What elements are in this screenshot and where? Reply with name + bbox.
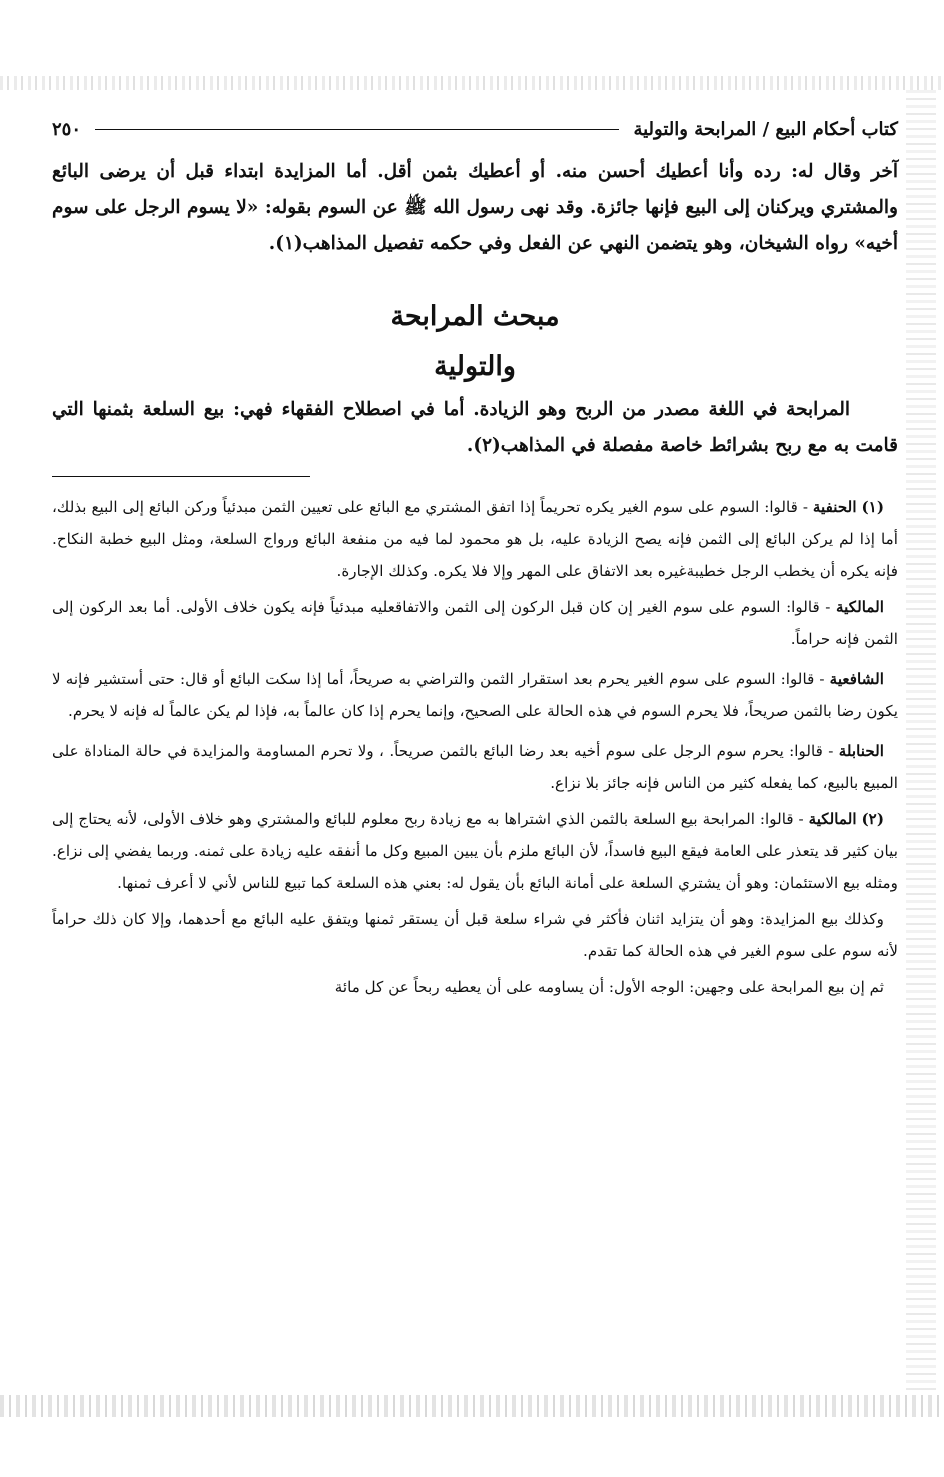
section-subheading: والتولية [434,351,516,382]
footnote-muzayada [52,903,898,967]
footnote-murabaha [52,803,898,899]
madhhab-label: الشافعية [829,670,885,688]
definition-paragraph: المرابحة في اللغة مصدر من الربح وهو الزيادة. أما في اصطلاح الفقهاء فهي: بيع السلعة بثمنها التي قامت به مع ربح بشرائط خاصة مفصلة في المذاهب(٢). [52,399,898,456]
scan-border-top [0,76,944,90]
footnote-ref: (٢) [473,435,501,456]
footnote-maliki [52,591,898,655]
madhhab-label: المالكية [808,810,857,828]
main-text [52,154,898,464]
book-page [52,112,898,1007]
footnote-hanbali [52,735,898,799]
intro-text: آخر وقال له: رده وأنا أعطيك أحسن منه. أو أعطيك بثمن أقل. أما المزايدة ابتداء قبل أن يرضى البائع والمشتري ويركنان إلى البيع فإنها جائزة. وقد نهى رسول الله ﷺ عن السوم بقوله: «لا يسوم الرجل على سوم أخيه» رواه الشيخان، وهو يتضمن النهي عن الفعل وفي حكمه تفصيل المذاهب [52,161,898,254]
scan-border-right [906,90,936,1395]
footnote-ref: (١) [275,233,303,254]
footnote-text: - قالوا: السوم على سوم الغير يكره تحريماً إذا اتفق المشتري مع البائع على تعيين الثمن مبدئياً وركن البائع إلى البيع بذلك، أما إذا لم يركن البائع إلى الثمن فإنه يصح الزيادة عليه، بل هو محمود لما فيه من منفعة البائع ورواج السلعة، ومثل البيع خطبة النكاح. فإنه يكره أن يخطب الرجل خطيبةغيره بعد الاتفاق على المهر وإلا فلا يكره. وكذلك الإجارة. [52,498,898,580]
intro-paragraph: آخر وقال له: رده وأنا أعطيك أحسن منه. أو أعطيك بثمن أقل. أما المزايدة ابتداء قبل أن يرضى البائع والمشتري ويركنان إلى البيع فإنها جائزة. وقد نهى رسول الله ﷺ عن السوم بقوله: «لا يسوم الرجل على سوم أخيه» رواه الشيخان، وهو يتضمن النهي عن الفعل وفي حكمه تفصيل المذاهب(١). [52,161,898,254]
running-title: كتاب أحكام البيع / المرابحة والتولية [633,118,898,140]
footnote-marker: (١) [861,498,885,516]
madhhab-label: الحنابلة [838,742,885,760]
footnote-separator [52,476,310,477]
footnote-murabaha-types [52,971,898,1003]
footnote-text: - قالوا: السوم على سوم الغير يحرم بعد استقرار الثمن والتراضي به صريحاً، أما إذا سكت البائع أو قال: حتى أستشير فإنه لا يكون رضا بالثمن صريحاً، فلا يحرم السوم في هذه الحالة على الصحيح، وإنما يحرم إذا كان عالماً به، فإذا لم يكن عالماً له فإنه لا يحرم. [52,670,898,720]
footnote-text: ثم إن بيع المرابحة على وجهين: الوجه الأول: أن يساومه على أن يعطيه ربحاً عن كل مائة [334,978,884,996]
madhhab-label: المالكية [836,598,885,616]
scan-border-bottom [0,1395,944,1417]
running-header [52,112,898,146]
header-rule [95,129,619,130]
definition-text: المرابحة في اللغة مصدر من الربح وهو الزيادة. أما في اصطلاح الفقهاء فهي: بيع السلعة بثمنها التي قامت به مع ربح بشرائط خاصة مفصلة في المذاهب [52,399,898,456]
footnote-text: وكذلك بيع المزايدة: وهو أن يتزايد اثنان فأكثر في شراء سلعة قبل أن يستقر ثمنها ويتفق عليه البائع مع أحدهما، وإلا كان ذلك حراماً لأنه سوم على سوم الغير في هذه الحالة كما تقدم. [52,910,898,960]
footnote-marker: (٢) [861,810,885,828]
section-heading: مبحث المرابحة [390,301,560,332]
footnotes [52,491,898,1003]
footnote-text: - قالوا: المرابحة بيع السلعة بالثمن الذي اشتراها به مع زيادة ربح معلوم للبائع والمشتري وهو خلاف الأولى، لأنه يحتاج إلى بيان كثير قد يتعذر على العامة فيقع البيع فاسداً، لأن البائع ملزم بأن يبين المبيع وكل ما أنفقه عليه زيادة على ثمنه. وربما يفضي إلى نزاع. ومثله بيع الاستئمان: وهو أن يشتري السلعة على أمانة البائع بأن يقول له: بعني هذه السلعة كما تبيع للناس لأني لا أعرف ثمنها. [52,810,898,892]
page-number: ٢٥٠ [52,118,82,140]
footnote-hanafi [52,491,898,587]
footnote-shafii [52,663,898,727]
footnote-text: - قالوا: يحرم سوم الرجل على سوم أخيه بعد رضا البائع بالثمن صريحاً. ، ولا تحرم المساومة والمزايدة في حالة المناداة على المبيع بالبيع، كما يفعله كثير من الناس فإنه جائز بلا نزاع. [52,742,898,792]
madhhab-label: الحنفية [812,498,857,516]
footnote-text: - قالوا: السوم على سوم الغير إن كان قبل الركون إلى الثمن والاتفاقعليه مبدئياً فإنه يكون خلاف الأولى. أما بعد الركون إلى الثمن فإنه حراماً. [52,598,898,648]
